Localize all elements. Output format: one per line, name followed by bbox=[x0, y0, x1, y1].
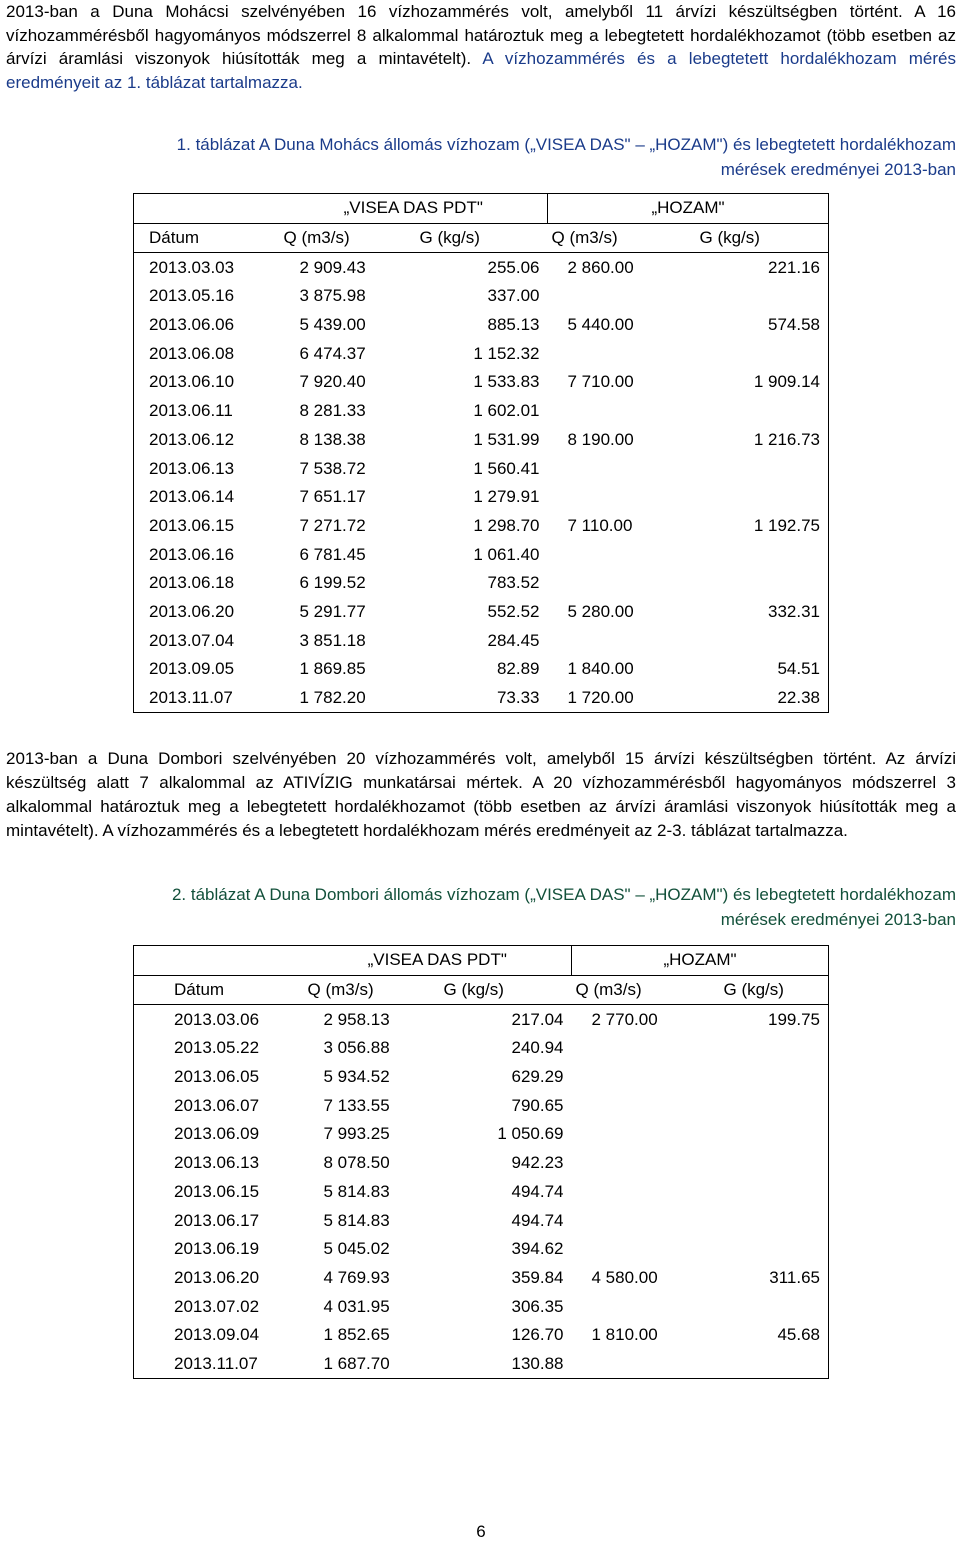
date-cell: 2013.03.03 bbox=[149, 257, 235, 277]
value-cell: 82.89 bbox=[496, 659, 540, 679]
group-header-row bbox=[134, 194, 829, 224]
date-cell: 2013.03.06 bbox=[174, 1009, 260, 1029]
date-cell: 2013.06.06 bbox=[149, 315, 235, 335]
value-cell: 1 852.65 bbox=[323, 1325, 390, 1345]
value-cell: 942.23 bbox=[511, 1153, 564, 1173]
value-cell bbox=[686, 569, 829, 598]
value-cell: 3 875.98 bbox=[299, 286, 366, 306]
table-row bbox=[134, 684, 829, 713]
value-cell: 574.58 bbox=[768, 315, 820, 335]
value-cell: 3 056.88 bbox=[323, 1038, 390, 1058]
value-cell: 1 720.00 bbox=[567, 688, 634, 708]
table-row bbox=[134, 253, 829, 282]
group-header-cell: „HOZAM" bbox=[548, 194, 829, 224]
value-cell: 130.88 bbox=[511, 1353, 564, 1373]
column-header-cell: G (kg/s) bbox=[686, 223, 829, 253]
column-header-cell: G (kg/s) bbox=[710, 975, 829, 1005]
value-cell bbox=[572, 1178, 710, 1207]
table-row bbox=[134, 1149, 829, 1178]
paragraph-sentence: 2013-ban a Duna Dombori szelvényében 20 vízhozammérés volt, amelyből 15 árvízi készültségben történt. bbox=[6, 749, 877, 768]
table-row bbox=[134, 397, 829, 426]
value-cell bbox=[572, 1120, 710, 1149]
date-cell: 2013.06.11 bbox=[149, 401, 233, 421]
value-cell: 8 138.38 bbox=[299, 429, 366, 449]
table-row bbox=[134, 655, 829, 684]
column-header-cell: Q (m3/s) bbox=[304, 975, 440, 1005]
value-cell: 7 920.40 bbox=[299, 372, 366, 392]
value-cell: 5 291.77 bbox=[299, 601, 366, 621]
table2-caption-text: A Duna Dombori állomás vízhozam („VISEA DAS" – „HOZAM") és lebegtetett hordalékhozam mérések eredményei 2013-ban bbox=[250, 885, 956, 929]
table-row bbox=[134, 598, 829, 627]
date-cell: 2013.09.04 bbox=[174, 1325, 260, 1345]
value-cell: 332.31 bbox=[768, 601, 820, 621]
table-row bbox=[134, 483, 829, 512]
value-cell bbox=[710, 1350, 829, 1379]
table2-body bbox=[134, 946, 829, 1379]
value-cell: 7 133.55 bbox=[323, 1095, 390, 1115]
column-header-row bbox=[134, 223, 829, 253]
table-row bbox=[134, 512, 829, 541]
value-cell bbox=[686, 626, 829, 655]
table1-body bbox=[134, 194, 829, 713]
table-row bbox=[134, 339, 829, 368]
value-cell bbox=[710, 1063, 829, 1092]
date-cell: 2013.06.20 bbox=[174, 1267, 260, 1287]
value-cell bbox=[572, 1292, 710, 1321]
value-cell: 311.65 bbox=[769, 1267, 820, 1287]
value-cell: 5 045.02 bbox=[323, 1239, 390, 1259]
value-cell: 5 814.83 bbox=[323, 1210, 390, 1230]
value-cell bbox=[710, 1120, 829, 1149]
value-cell: 1 533.83 bbox=[473, 372, 540, 392]
value-cell: 2 770.00 bbox=[591, 1009, 658, 1029]
value-cell: 306.35 bbox=[511, 1296, 564, 1316]
value-cell: 284.45 bbox=[487, 630, 540, 650]
table-row bbox=[134, 1034, 829, 1063]
value-cell: 1 152.32 bbox=[473, 343, 540, 363]
value-cell: 6 474.37 bbox=[299, 343, 366, 363]
value-cell: 240.94 bbox=[511, 1038, 564, 1058]
table1-mohacs-measurements bbox=[133, 193, 829, 713]
value-cell bbox=[572, 1063, 710, 1092]
table-row bbox=[134, 426, 829, 455]
value-cell: 1 050.69 bbox=[497, 1124, 564, 1144]
intro-paragraph-mohacs bbox=[6, 0, 956, 94]
table-row bbox=[134, 540, 829, 569]
date-cell: 2013.07.02 bbox=[174, 1296, 260, 1316]
date-cell: 2013.06.10 bbox=[149, 372, 235, 392]
date-cell: 2013.06.13 bbox=[149, 458, 235, 478]
page-number bbox=[0, 1522, 960, 1542]
page-number-text: 6 bbox=[476, 1522, 486, 1541]
group-header-blank bbox=[134, 194, 280, 224]
value-cell bbox=[710, 1235, 829, 1264]
table-row bbox=[134, 1063, 829, 1092]
date-cell: 2013.06.13 bbox=[174, 1153, 260, 1173]
date-cell: 2013.11.07 bbox=[174, 1353, 258, 1373]
value-cell bbox=[710, 1034, 829, 1063]
date-cell: 2013.11.07 bbox=[149, 688, 233, 708]
group-header-cell: „VISEA DAS PDT" bbox=[280, 194, 548, 224]
table-row bbox=[134, 1206, 829, 1235]
value-cell bbox=[572, 1091, 710, 1120]
value-cell: 3 851.18 bbox=[299, 630, 366, 650]
value-cell bbox=[686, 454, 829, 483]
value-cell: 5 439.00 bbox=[299, 315, 366, 335]
date-cell: 2013.06.16 bbox=[149, 544, 235, 564]
table-row bbox=[134, 1264, 829, 1293]
column-header-row bbox=[134, 975, 829, 1005]
date-cell: 2013.06.17 bbox=[174, 1210, 260, 1230]
value-cell: 7 993.25 bbox=[323, 1124, 390, 1144]
date-cell: 2013.06.15 bbox=[149, 515, 235, 535]
table2-caption-label: 2. táblázat bbox=[171, 885, 251, 904]
table-row bbox=[134, 1350, 829, 1379]
group-header-cell: „VISEA DAS PDT" bbox=[304, 946, 572, 976]
value-cell: 4 580.00 bbox=[591, 1267, 658, 1287]
value-cell: 8 078.50 bbox=[323, 1153, 390, 1173]
date-cell: 2013.07.04 bbox=[149, 630, 235, 650]
value-cell bbox=[572, 1350, 710, 1379]
table-row bbox=[134, 569, 829, 598]
value-cell: 5 934.52 bbox=[323, 1067, 390, 1087]
value-cell: 221.16 bbox=[768, 257, 820, 277]
intro-paragraph-dombori bbox=[6, 747, 956, 843]
value-cell: 1 810.00 bbox=[591, 1325, 658, 1345]
date-cell: 2013.06.12 bbox=[149, 429, 235, 449]
table-row bbox=[134, 454, 829, 483]
table-row bbox=[134, 626, 829, 655]
value-cell bbox=[686, 397, 829, 426]
date-cell: 2013.05.16 bbox=[149, 286, 235, 306]
value-cell bbox=[572, 1034, 710, 1063]
value-cell: 1 298.70 bbox=[473, 515, 540, 535]
date-cell: 2013.06.08 bbox=[149, 343, 235, 363]
date-cell: 2013.06.20 bbox=[149, 601, 235, 621]
value-cell: 2 909.43 bbox=[299, 257, 366, 277]
value-cell: 337.00 bbox=[487, 286, 540, 306]
column-header-cell: Dátum bbox=[134, 223, 280, 253]
value-cell: 359.84 bbox=[511, 1267, 564, 1287]
date-cell: 2013.06.05 bbox=[174, 1067, 260, 1087]
paragraph-sentence: A vízhozammérés és a lebegtetett hordalékhozam mérés eredményeit az 1. táblázat tartalmazza. bbox=[6, 49, 957, 92]
value-cell: 1 687.70 bbox=[323, 1353, 390, 1373]
value-cell bbox=[548, 483, 686, 512]
value-cell: 4 031.95 bbox=[323, 1296, 390, 1316]
value-cell bbox=[548, 540, 686, 569]
value-cell bbox=[710, 1149, 829, 1178]
value-cell: 7 710.00 bbox=[567, 372, 634, 392]
value-cell: 552.52 bbox=[487, 601, 540, 621]
value-cell bbox=[686, 540, 829, 569]
value-cell bbox=[686, 282, 829, 311]
table-row bbox=[134, 1321, 829, 1350]
value-cell: 783.52 bbox=[487, 573, 540, 593]
column-header-cell: G (kg/s) bbox=[416, 223, 548, 253]
value-cell bbox=[710, 1292, 829, 1321]
paragraph-sentence: 2013-ban a Duna Mohácsi szelvényében 16 vízhozammérés volt, amelyből 11 árvízi készültségben történt. bbox=[6, 2, 903, 21]
table1-caption-label: 1. táblázat bbox=[176, 135, 256, 154]
column-header-cell: Q (m3/s) bbox=[572, 975, 710, 1005]
value-cell bbox=[710, 1178, 829, 1207]
table-row bbox=[134, 1091, 829, 1120]
value-cell: 7 651.17 bbox=[299, 487, 366, 507]
value-cell: 1 560.41 bbox=[473, 458, 540, 478]
value-cell: 1 840.00 bbox=[567, 659, 634, 679]
date-cell: 2013.09.05 bbox=[149, 659, 235, 679]
table-row bbox=[134, 1178, 829, 1207]
value-cell: 217.04 bbox=[511, 1009, 564, 1029]
value-cell: 255.06 bbox=[487, 257, 540, 277]
value-cell: 4 769.93 bbox=[323, 1267, 390, 1287]
table-row bbox=[134, 282, 829, 311]
value-cell bbox=[710, 1206, 829, 1235]
value-cell: 6 199.52 bbox=[299, 573, 366, 593]
value-cell: 5 814.83 bbox=[323, 1181, 390, 1201]
value-cell: 494.74 bbox=[511, 1210, 564, 1230]
value-cell: 1 279.91 bbox=[473, 487, 540, 507]
column-header-cell: Q (m3/s) bbox=[548, 223, 686, 253]
value-cell: 1 869.85 bbox=[299, 659, 366, 679]
value-cell bbox=[686, 339, 829, 368]
value-cell bbox=[548, 454, 686, 483]
date-cell: 2013.06.19 bbox=[174, 1239, 260, 1259]
value-cell bbox=[548, 569, 686, 598]
table1-caption-text: A Duna Mohács állomás vízhozam („VISEA DAS" – „HOZAM") és lebegtetett hordalékhozam mérések eredményei 2013-ban bbox=[255, 135, 956, 179]
table-row bbox=[134, 368, 829, 397]
paragraph-sentence: A 20 vízhozammérésből hagyományos módszerrel 3 alkalommal határoztuk meg a lebegtetett hordalékhozamot (több esetben az árvízi áramlási viszonyok hiúsították meg a mintavételt). A vízhozammérés és a lebegtetett hordalékhozam mérés eredményeit az 2-3. táblázat tartalmazza. bbox=[6, 773, 956, 840]
value-cell: 45.68 bbox=[777, 1325, 820, 1345]
value-cell bbox=[548, 282, 686, 311]
table-row bbox=[134, 1292, 829, 1321]
value-cell: 629.29 bbox=[511, 1067, 564, 1087]
value-cell: 8 281.33 bbox=[299, 401, 366, 421]
value-cell: 126.70 bbox=[511, 1325, 564, 1345]
table-row bbox=[134, 1005, 829, 1034]
value-cell: 7 110.00 bbox=[567, 515, 633, 535]
table-row bbox=[134, 1120, 829, 1149]
date-cell: 2013.06.18 bbox=[149, 573, 235, 593]
value-cell: 1 216.73 bbox=[753, 429, 820, 449]
value-cell: 73.33 bbox=[496, 688, 540, 708]
value-cell: 2 860.00 bbox=[567, 257, 634, 277]
value-cell: 8 190.00 bbox=[567, 429, 634, 449]
value-cell: 7 538.72 bbox=[299, 458, 366, 478]
date-cell: 2013.05.22 bbox=[174, 1038, 260, 1058]
date-cell: 2013.06.14 bbox=[149, 487, 235, 507]
table2-caption bbox=[126, 882, 956, 932]
value-cell: 1 531.99 bbox=[473, 429, 540, 449]
column-header-cell: G (kg/s) bbox=[440, 975, 572, 1005]
value-cell bbox=[548, 397, 686, 426]
value-cell bbox=[686, 483, 829, 512]
value-cell: 394.62 bbox=[511, 1239, 564, 1259]
value-cell: 5 440.00 bbox=[567, 315, 634, 335]
paragraph-sentence: A 16 vízhozammérésből hagyományos módszerrel 8 alkalommal határoztuk meg a lebegtetett hordalékhozamot (több esetben az árvízi áramlási viszonyok hiúsították meg a mintavételt). bbox=[6, 2, 956, 68]
value-cell: 6 781.45 bbox=[299, 544, 366, 564]
table2-dombori-measurements bbox=[133, 945, 829, 1379]
value-cell: 1 602.01 bbox=[473, 401, 540, 421]
value-cell: 790.65 bbox=[511, 1095, 564, 1115]
value-cell: 1 909.14 bbox=[753, 372, 820, 392]
value-cell bbox=[572, 1206, 710, 1235]
date-cell: 2013.06.15 bbox=[174, 1181, 260, 1201]
value-cell: 2 958.13 bbox=[323, 1009, 390, 1029]
group-header-row bbox=[134, 946, 829, 976]
date-cell: 2013.06.07 bbox=[174, 1095, 260, 1115]
value-cell bbox=[710, 1091, 829, 1120]
value-cell: 1 192.75 bbox=[753, 515, 820, 535]
value-cell: 199.75 bbox=[768, 1009, 820, 1029]
value-cell: 1 061.40 bbox=[473, 544, 540, 564]
value-cell: 54.51 bbox=[777, 659, 820, 679]
value-cell: 1 782.20 bbox=[299, 688, 366, 708]
table-row bbox=[134, 1235, 829, 1264]
column-header-cell: Dátum bbox=[134, 975, 304, 1005]
value-cell bbox=[572, 1149, 710, 1178]
value-cell: 7 271.72 bbox=[299, 515, 366, 535]
value-cell bbox=[572, 1235, 710, 1264]
date-cell: 2013.06.09 bbox=[174, 1124, 260, 1144]
value-cell bbox=[548, 626, 686, 655]
table-row bbox=[134, 311, 829, 340]
value-cell: 494.74 bbox=[511, 1181, 564, 1201]
value-cell: 22.38 bbox=[777, 688, 820, 708]
group-header-cell: „HOZAM" bbox=[572, 946, 829, 976]
value-cell: 885.13 bbox=[487, 315, 540, 335]
table1-caption bbox=[126, 132, 956, 182]
column-header-cell: Q (m3/s) bbox=[280, 223, 416, 253]
group-header-blank bbox=[134, 946, 304, 976]
value-cell bbox=[548, 339, 686, 368]
value-cell: 5 280.00 bbox=[567, 601, 634, 621]
paragraph-sentence: Az árvízi készültség alatt 7 alkalommal az ATIVÍZIG munkatársai mértek. bbox=[6, 749, 956, 792]
